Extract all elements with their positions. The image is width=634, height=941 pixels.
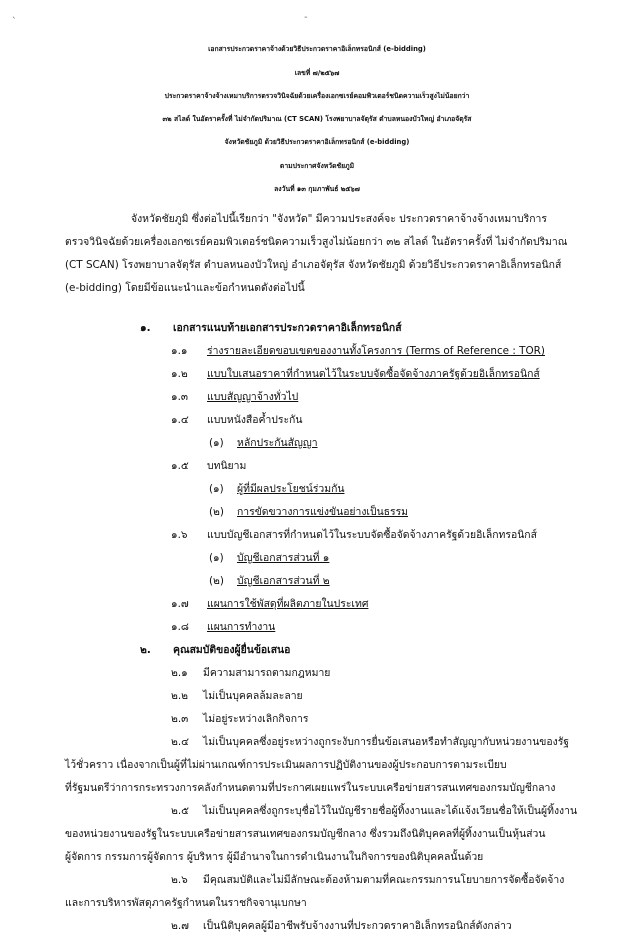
item-text: แบบบัญชีเอกสารที่กำหนดไว้ในระบบจัดซื้อจัดจ้างภาครัฐด้วยอิเล็กทรอนิกส์ xyxy=(207,529,537,541)
attachment-link-quotation-form[interactable]: แบบใบเสนอราคาที่กำหนดไว้ในระบบจัดซื้อจัดจ้างภาครัฐด้วยอิเล็กทรอนิกส์ xyxy=(207,368,540,380)
attachment-link-domestic-plan[interactable]: แผนการใช้พัสดุที่ผลิตภายในประเทศ xyxy=(207,598,369,610)
item-num: (๒) xyxy=(209,575,224,587)
item-text: ไม่อยู่ระหว่างเลิกกิจการ xyxy=(203,713,309,725)
doc-subject-line-3: จังหวัดชัยภูมิ ด้วยวิธีประกวดราคาอิเล็กทรอนิกส์ (e-bidding) xyxy=(224,138,410,146)
item-text: มีคุณสมบัติและไม่มีลักษณะต้องห้ามตามที่คณะกรรมการนโยบายการจัดซื้อจัดจ้าง xyxy=(203,874,565,886)
item-num: ๒.๕ xyxy=(171,805,190,817)
item-text-continued: และการบริหารพัสดุภาครัฐกำหนดในราชกิจจานุเบกษา xyxy=(65,897,307,909)
intro-line-4: (e-bidding) โดยมีข้อแนะนำและข้อกำหนดดังต่อไปนี้ xyxy=(65,282,305,294)
attachment-link-joint-interest[interactable]: ผู้ที่มีผลประโยชน์ร่วมกัน xyxy=(237,483,345,495)
doc-title: เอกสารประกวดราคาจ้างด้วยวิธีประกวดราคาอิเล็กทรอนิกส์ (e-bidding) xyxy=(208,45,426,53)
item-text-continued: ของหน่วยงานของรัฐในระบบเครือข่ายสารสนเทศของกรมบัญชีกลาง ซึ่งรวมถึงนิติบุคคลที่ผู้ทิ้งงานเป็นหุ้นส่วน xyxy=(65,828,546,840)
attachment-link-doc-list-1[interactable]: บัญชีเอกสารส่วนที่ ๑ xyxy=(237,552,330,564)
doc-announcement: ตามประกาศจังหวัดชัยภูมิ xyxy=(279,162,355,170)
doc-subject-line-2: ๓๒ สไลด์ ในอัตราครั้งที่ ไม่จำกัดปริมาณ (CT SCAN) โรงพยาบาลจัตุรัส ตำบลหนองบัวใหญ่ อำเภอจัตุรัส xyxy=(162,115,472,123)
item-text-continued: ที่รัฐมนตรีว่าการกระทรวงการคลังกำหนดตามที่ประกาศเผยแพร่ในระบบเครือข่ายสารสนเทศของกรมบัญชีกลาง xyxy=(65,782,556,794)
item-num: (๑) xyxy=(209,552,224,564)
item-num: ๑.๓ xyxy=(171,391,189,403)
item-num: ๒.๓ xyxy=(171,713,189,725)
attachment-link-contract-guarantee[interactable]: หลักประกันสัญญา xyxy=(237,437,318,449)
item-num: ๑.๖ xyxy=(171,529,188,541)
item-num: ๒.๑ xyxy=(171,667,188,679)
item-text: ไม่เป็นบุคคลซึ่งถูกระบุชื่อไว้ในบัญชีรายชื่อผู้ทิ้งงานและได้แจ้งเวียนชื่อให้เป็นผู้ทิ้งงาน xyxy=(203,805,578,817)
item-num: ๑.๕ xyxy=(171,460,189,472)
item-text: ไม่เป็นบุคคลล้มละลาย xyxy=(203,690,303,702)
attachment-link-fair-competition[interactable]: การขัดขวางการแข่งขันอย่างเป็นธรรม xyxy=(237,506,409,518)
item-num: ๑.๘ xyxy=(171,621,189,633)
doc-date: ลงวันที่ ๑๓ กุมภาพันธ์ ๒๕๖๗ xyxy=(274,185,360,193)
section-1-title: เอกสารแนบท้ายเอกสารประกวดราคาอิเล็กทรอนิกส์ xyxy=(173,322,402,334)
item-num: ๑.๑ xyxy=(171,345,188,357)
item-text-continued: ไว้ชั่วคราว เนื่องจากเป็นผู้ที่ไม่ผ่านเกณฑ์การประเมินผลการปฏิบัติงานของผู้ประกอบการตามระเบียบ xyxy=(65,759,507,771)
intro-line-1: จังหวัดชัยภูมิ ซึ่งต่อไปนี้เรียกว่า "จังหวัด" มีความประสงค์จะ ประกวดราคาจ้างจ้างเหมาบริการ xyxy=(131,213,547,225)
attachment-link-contract-form[interactable]: แบบสัญญาจ้างทั่วไป xyxy=(207,391,299,403)
page-number: - xyxy=(304,12,308,23)
doc-number: เลขที่ ๗/๒๕๖๗ xyxy=(294,69,340,77)
item-text: แบบหนังสือค้ำประกัน xyxy=(207,414,303,426)
item-text-continued: ผู้จัดการ กรรมการผู้จัดการ ผู้บริหาร ผู้มีอำนาจในการดำเนินงานในกิจการของนิติบุคคลนั้นด้วย xyxy=(65,851,484,863)
section-1-number: ๑. xyxy=(140,322,151,334)
attachment-link-work-plan[interactable]: แผนการทำงาน xyxy=(207,621,276,633)
intro-line-3: (CT SCAN) โรงพยาบาลจัตุรัส ตำบลหนองบัวใหญ่ อำเภอจัตุรัส จังหวัดชัยภูมิ ด้วยวิธีประกวดราคาอิเล็กทรอนิกส์ xyxy=(65,259,562,271)
item-text: ไม่เป็นบุคคลซึ่งอยู่ระหว่างถูกระงับการยื่นข้อเสนอหรือทำสัญญากับหน่วยงานของรัฐ xyxy=(203,736,570,748)
doc-subject-line-1: ประกวดราคาจ้างจ้างเหมาบริการตรวจวินิจฉัยด้วยเครื่องเอกซเรย์คอมพิวเตอร์ชนิดความเร็วสูงไม่น้อยกว่า xyxy=(164,92,470,100)
section-2-number: ๒. xyxy=(140,644,151,656)
margin-mark: ` xyxy=(12,17,17,27)
item-num: ๒.๔ xyxy=(171,736,190,748)
intro-line-2: ตรวจวินิจฉัยด้วยเครื่องเอกซเรย์คอมพิวเตอร์ชนิดความเร็วสูงไม่น้อยกว่า ๓๒ สไลด์ ในอัตราครั้งที่ ไม่จำกัดปริมาณ xyxy=(65,236,568,248)
item-num: ๒.๗ xyxy=(171,920,189,932)
item-num: ๒.๒ xyxy=(171,690,189,702)
section-2-title: คุณสมบัติของผู้ยื่นข้อเสนอ xyxy=(173,644,291,656)
item-num: (๑) xyxy=(209,483,224,495)
item-num: ๑.๒ xyxy=(171,368,188,380)
item-num: (๑) xyxy=(209,437,224,449)
item-num: ๒.๖ xyxy=(171,874,188,886)
item-num: ๑.๗ xyxy=(171,598,189,610)
item-num: ๑.๔ xyxy=(171,414,189,426)
item-num: (๒) xyxy=(209,506,224,518)
item-text: บทนิยาม xyxy=(207,460,247,472)
attachment-link-tor[interactable]: ร่างรายละเอียดขอบเขตของงานทั้งโครงการ (Terms of Reference : TOR) xyxy=(207,345,545,357)
item-text: มีความสามารถตามกฎหมาย xyxy=(203,667,331,679)
attachment-link-doc-list-2[interactable]: บัญชีเอกสารส่วนที่ ๒ xyxy=(237,575,330,587)
item-text: เป็นนิติบุคคลผู้มีอาชีพรับจ้างงานที่ประกวดราคาอิเล็กทรอนิกส์ดังกล่าว xyxy=(203,920,512,932)
